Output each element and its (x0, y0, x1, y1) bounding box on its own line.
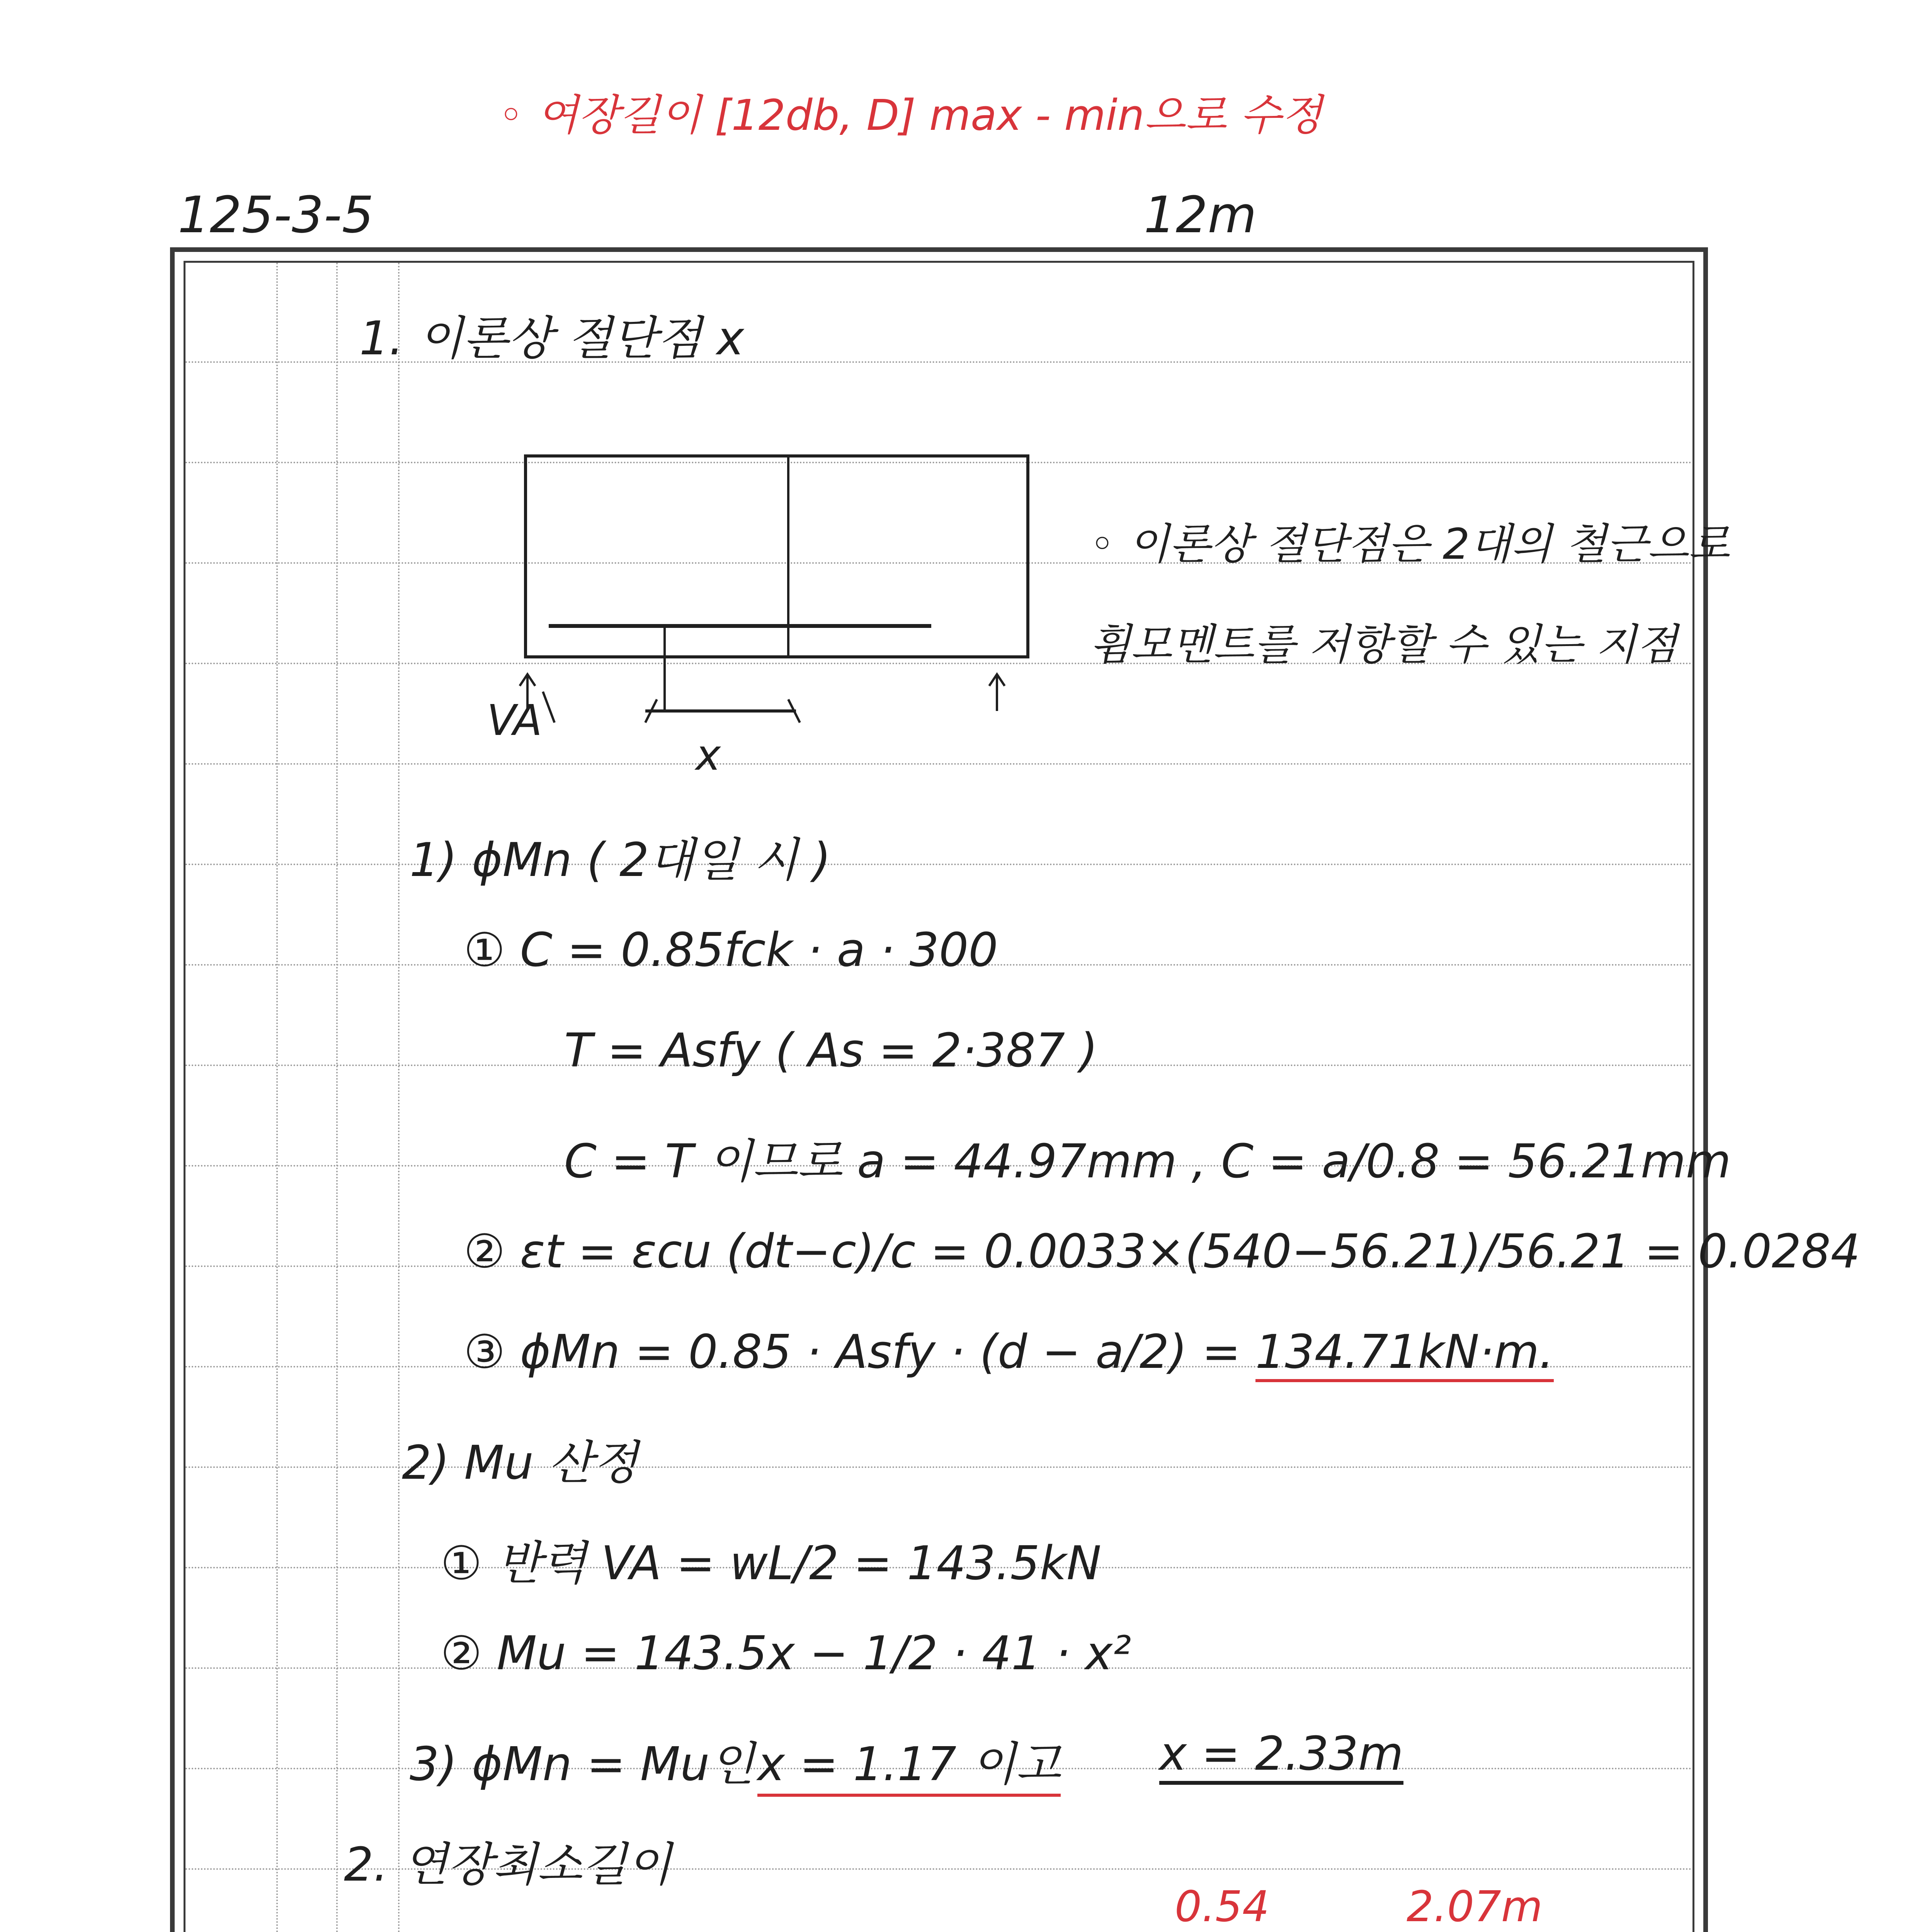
step3-result: 134.71kN·m. (1255, 1325, 1554, 1382)
step3-main: ③ ϕMn = 0.85 · Asfy · (d − a/2) = (464, 1325, 1256, 1379)
step1-a-equation: C = T 이므로 a = 44.97mm , C = a/0.8 = 56.21mm (564, 1135, 1731, 1189)
item1-equation (410, 1928, 1868, 1932)
step2-strain-equation: ② εt = εcu (dt−c)/c = 0.0033×(540−56.21)/56.21 = 0.0284 (464, 1225, 1861, 1279)
sub1-title: 1) ϕMn ( 2대일 시 ) (410, 833, 831, 887)
reaction-equation: ① 반력 VA = wL/2 = 143.5kN (441, 1537, 1101, 1590)
red-207-note: 2.07m (1407, 1882, 1543, 1931)
diagram-x-label: x (696, 730, 721, 780)
section2-title: 2. 연장최소길이 (344, 1838, 672, 1892)
beam-diagram (495, 444, 1063, 773)
span-label: 12m (1144, 185, 1257, 244)
theory-note-line1: ◦ 이론상 절단점은 2대의 철근으로 (1090, 519, 1730, 569)
section1-title: 1. 이론상 절단점 x (359, 312, 744, 366)
step1-c-equation: ① C = 0.85fck · a · 300 (464, 923, 998, 977)
sub3-main: 3) ϕMn = Mu인 (410, 1738, 755, 1791)
diagram-va-label: VA (487, 696, 543, 745)
sub3-x1: x = 1.17 이고 (757, 1727, 1061, 1797)
step1-t-equation: T = Asfy ( As = 2·387 ) (564, 1024, 1098, 1078)
red-054-note: 0.54 (1175, 1882, 1269, 1931)
header-red-note: ◦ 여장길이 [12db, D] max - min으로 수정 (498, 90, 1322, 140)
sub2-title: 2) Mu 산정 (402, 1436, 638, 1490)
problem-number: 125-3-5 (178, 185, 374, 244)
mu-equation: ② Mu = 143.5x − 1/2 · 41 · x² (441, 1627, 1131, 1680)
theory-note-line2: 휨모멘트를 저항할 수 있는 지점 (1090, 620, 1678, 669)
step3-moment-equation (464, 1325, 1554, 1379)
sub3-x2: x = 2.33m (1159, 1727, 1403, 1785)
